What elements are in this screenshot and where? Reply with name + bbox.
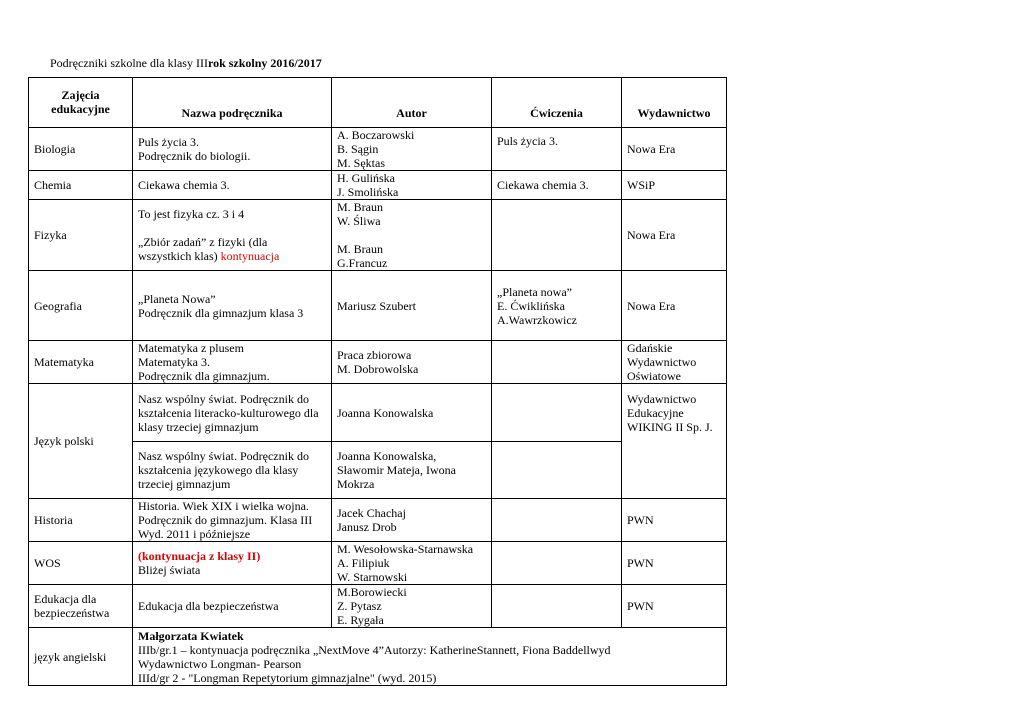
author-line: M. Dobrowolska xyxy=(337,362,419,376)
spacer xyxy=(138,221,331,235)
exercises-cell xyxy=(492,341,622,384)
english-line: Wydawnictwo Longman- Pearson xyxy=(138,657,302,671)
publisher-cell: PWN xyxy=(622,499,727,542)
header-author: Autor xyxy=(332,78,492,128)
table-row-angielski xyxy=(29,628,727,686)
teacher-name: Małgorzata Kwiatek xyxy=(138,629,244,643)
publisher-line: Edukacyjne xyxy=(627,406,684,420)
book-line: klasy trzeciej gimnazjum xyxy=(138,419,259,434)
table-row-biologia xyxy=(29,128,727,171)
author-cell: Joanna Konowalska xyxy=(332,384,492,442)
exercises-cell xyxy=(492,542,622,585)
book-line: Bliżej świata xyxy=(138,563,201,577)
english-details-cell xyxy=(133,628,727,686)
exercises-line: E. Ćwiklińska xyxy=(497,298,565,313)
book-line: trzeciej gimnazjum xyxy=(138,477,231,491)
subject-line: bezpieczeństwa xyxy=(34,606,110,620)
author-line: Z. Pytasz xyxy=(337,599,382,613)
table-row-geografia xyxy=(29,271,727,341)
exercises-line: „Planeta nowa” xyxy=(497,284,572,299)
publisher-cell xyxy=(622,384,727,499)
english-line: IIIb/gr.1 – kontynuacja podręcznika „NextMove 4”Autorzy: KatherineStannett, Fiona Baddellwyd xyxy=(138,643,611,657)
exercises-line: A.Wawrzkowicz xyxy=(497,312,577,327)
book-cell xyxy=(133,499,332,542)
publisher-line: Wydawnictwo xyxy=(627,355,697,369)
subject-cell: Fizyka xyxy=(29,200,133,271)
book-line: „Zbiór zadań” z fizyki (dla xyxy=(138,235,268,249)
book-line: Puls życia 3. xyxy=(138,135,199,149)
exercises-cell: Ciekawa chemia 3. xyxy=(492,171,622,200)
book-cell xyxy=(133,442,332,499)
book-line xyxy=(138,249,331,263)
author-line: Jacek Chachaj xyxy=(337,506,406,520)
author-line: G.Francuz xyxy=(337,256,388,270)
exercises-line: Puls życia 3. xyxy=(497,134,558,148)
table-header-row xyxy=(29,78,727,128)
publisher-line: Gdańskie xyxy=(627,341,673,355)
exercises-cell xyxy=(492,384,622,442)
table-row-wos xyxy=(29,542,727,585)
author-cell xyxy=(332,542,492,585)
english-line: IIId/gr 2 - "Longman Repetytorium gimnazjalne" (wyd. 2015) xyxy=(138,671,437,685)
table-row-fizyka xyxy=(29,200,727,271)
textbook-table xyxy=(28,77,727,686)
author-line: H. Gulińska xyxy=(337,171,395,185)
exercises-cell xyxy=(492,499,622,542)
title-prefix: Podręczniki szkolne dla klasy III xyxy=(50,56,208,70)
document-title xyxy=(50,56,322,71)
table-row-chemia xyxy=(29,171,727,200)
book-line: Podręcznik do gimnazjum. Klasa III xyxy=(138,513,313,527)
author-line: M.Borowiecki xyxy=(337,585,407,599)
book-line: To jest fizyka cz. 3 i 4 xyxy=(138,207,245,221)
author-line: Mokrza xyxy=(337,477,375,491)
header-publisher: Wydawnictwo xyxy=(622,78,727,128)
exercises-cell xyxy=(492,442,622,499)
author-line: W. Starnowski xyxy=(337,570,408,584)
book-line: Podręcznik dla gimnazjum. xyxy=(138,369,270,383)
header-subject: Zajęcia edukacyjne xyxy=(29,78,133,128)
book-line: Wyd. 2011 i późniejsze xyxy=(138,527,251,541)
author-line: W. Śliwa xyxy=(337,214,381,228)
author-line: M. Braun xyxy=(337,200,383,214)
subject-cell: język angielski xyxy=(29,628,133,686)
author-line: M. Braun xyxy=(337,242,383,256)
exercises-cell xyxy=(492,200,622,271)
book-cell xyxy=(133,341,332,384)
author-line: B. Sągin xyxy=(337,142,379,156)
author-cell xyxy=(332,442,492,499)
author-line: Janusz Drob xyxy=(337,520,397,534)
book-line: Matematyka 3. xyxy=(138,355,210,369)
author-line: A. Boczarowski xyxy=(337,128,415,142)
author-cell xyxy=(332,341,492,384)
publisher-cell: WSiP xyxy=(622,171,727,200)
author-cell xyxy=(332,128,492,171)
author-cell: Mariusz Szubert xyxy=(332,271,492,341)
subject-cell: Geografia xyxy=(29,271,133,341)
publisher-cell: Nowa Era xyxy=(622,271,727,341)
header-exercises: Ćwiczenia xyxy=(492,78,622,128)
subject-cell: Chemia xyxy=(29,171,133,200)
book-cell xyxy=(133,200,332,271)
book-cell xyxy=(133,271,332,341)
book-cell xyxy=(133,542,332,585)
publisher-line: Wydawnictwo xyxy=(627,392,697,406)
subject-cell: Język polski xyxy=(29,384,133,499)
publisher-line: WIKING II Sp. J. xyxy=(627,420,713,434)
book-cell: Edukacja dla bezpieczeństwa xyxy=(133,585,332,628)
publisher-cell: PWN xyxy=(622,542,727,585)
continuation-note: kontynuacja xyxy=(220,249,280,263)
book-line: kształcenia językowego dla klasy xyxy=(138,463,299,477)
author-line: Joanna Konowalska, xyxy=(337,449,437,463)
exercises-cell xyxy=(492,128,622,171)
author-line: J. Smolińska xyxy=(337,185,399,199)
book-cell xyxy=(133,384,332,442)
book-line: Nasz wspólny świat. Podręcznik do xyxy=(138,449,309,463)
subject-cell: WOS xyxy=(29,542,133,585)
subject-cell: Matematyka xyxy=(29,341,133,384)
publisher-cell: Nowa Era xyxy=(622,200,727,271)
author-line: Sławomir Mateja, Iwona xyxy=(337,463,456,477)
author-line: E. Rygała xyxy=(337,613,384,627)
exercises-cell xyxy=(492,271,622,341)
header-book: Nazwa podręcznika xyxy=(133,78,332,128)
publisher-cell xyxy=(622,341,727,384)
publisher-cell: Nowa Era xyxy=(622,128,727,171)
exercises-cell xyxy=(492,585,622,628)
author-line: Praca zbiorowa xyxy=(337,348,412,362)
book-line: Historia. Wiek XIX i wielka wojna. xyxy=(138,499,309,513)
book-line: Podręcznik dla gimnazjum klasa 3 xyxy=(138,305,304,320)
table-row-historia xyxy=(29,499,727,542)
author-cell xyxy=(332,585,492,628)
book-line: kształcenia literacko-kulturowego dla xyxy=(138,405,319,420)
author-line: A. Filipiuk xyxy=(337,556,390,570)
author-line: M. Wesołowska-Starnawska xyxy=(337,542,474,556)
author-cell xyxy=(332,200,492,271)
book-line: Podręcznik do biologii. xyxy=(138,149,251,163)
subject-line: Edukacja dla xyxy=(34,592,97,606)
book-text: wszystkich klas) xyxy=(138,249,218,263)
book-line: Nasz wspólny świat. Podręcznik do xyxy=(138,391,309,406)
subject-cell: Historia xyxy=(29,499,133,542)
book-cell: Ciekawa chemia 3. xyxy=(133,171,332,200)
title-school-year: rok szkolny 2016/2017 xyxy=(207,56,322,70)
book-line: Matematyka z plusem xyxy=(138,341,244,355)
book-line: „Planeta Nowa” xyxy=(138,291,216,306)
continuation-note: (kontynuacja z klasy II) xyxy=(138,549,261,563)
table-row-matematyka xyxy=(29,341,727,384)
spacer xyxy=(337,228,491,242)
book-cell xyxy=(133,128,332,171)
author-cell xyxy=(332,171,492,200)
publisher-cell: PWN xyxy=(622,585,727,628)
subject-cell xyxy=(29,585,133,628)
author-line: M. Sęktas xyxy=(337,156,385,170)
subject-cell: Biologia xyxy=(29,128,133,171)
publisher-line: Oświatowe xyxy=(627,369,681,383)
table-row-edb xyxy=(29,585,727,628)
table-row-polski-1 xyxy=(29,384,727,442)
author-cell xyxy=(332,499,492,542)
